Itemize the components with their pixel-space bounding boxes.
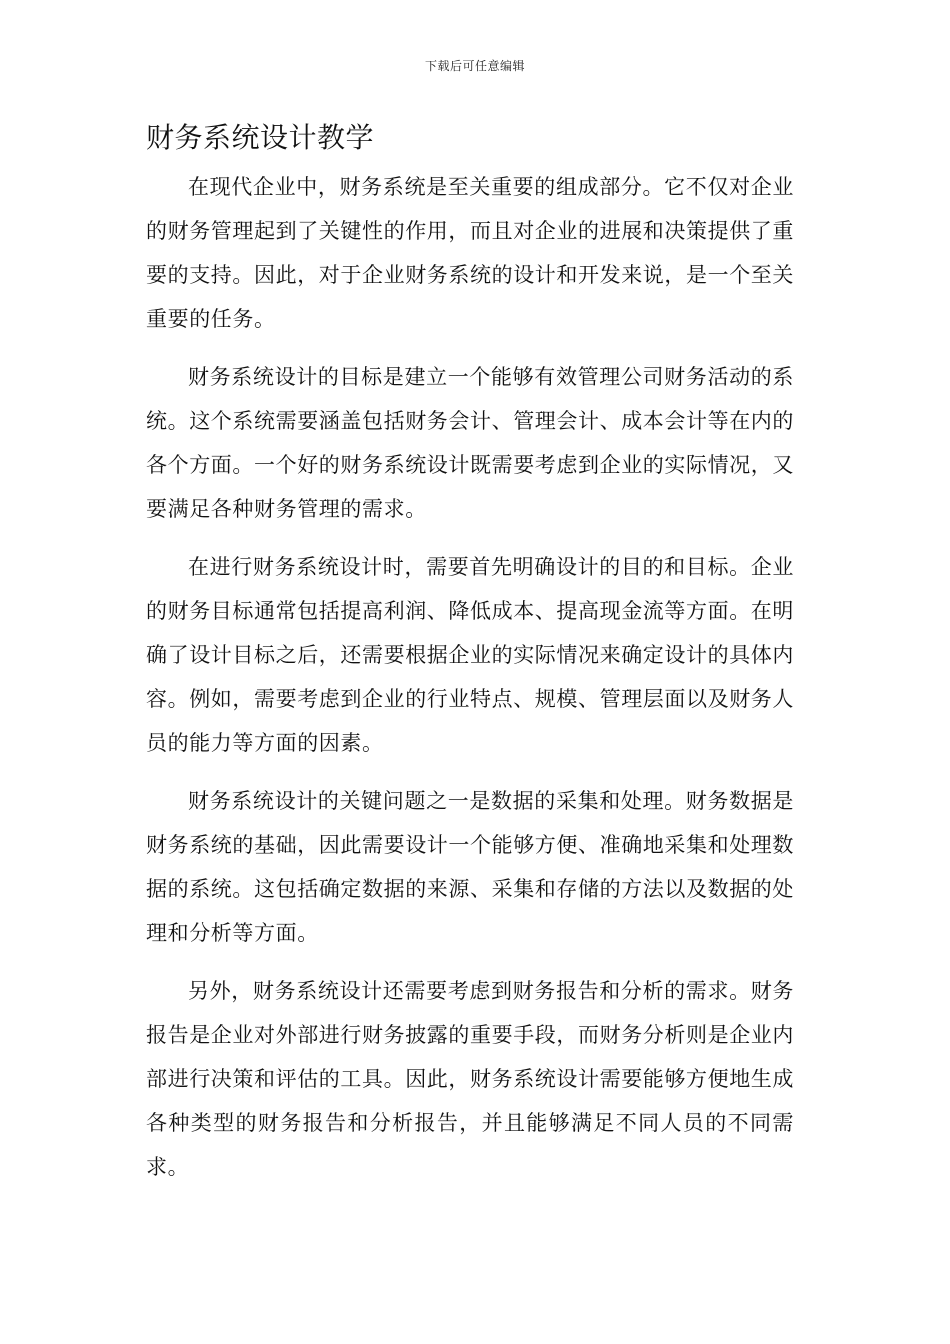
paragraph-3: 在进行财务系统设计时，需要首先明确设计的目的和目标。企业的财务目标通常包括提高利润、降低成本、提高现金流等方面。在明确了设计目标之后，还需要根据企业的实际情况来确定设计的具体内容。例如，需要考虑到企业的行业特点、规模、管理层面以及财务人员的能力等方面的因素。 xyxy=(146,555,794,755)
paragraph-5: 另外，财务系统设计还需要考虑到财务报告和分析的需求。财务报告是企业对外部进行财务披露的重要手段，而财务分析则是企业内部进行决策和评估的工具。因此，财务系统设计需要能够方便地生成各种类型的财务报告和分析报告，并且能够满足不同人员的不同需求。 xyxy=(146,979,794,1179)
paragraph-1: 在现代企业中，财务系统是至关重要的组成部分。它不仅对企业的财务管理起到了关键性的作用，而且对企业的进展和决策提供了重要的支持。因此，对于企业财务系统的设计和开发来说，是一个至关重要的任务。 xyxy=(146,175,794,331)
document-body xyxy=(146,165,794,1203)
paragraph-2: 财务系统设计的目标是建立一个能够有效管理公司财务活动的系统。这个系统需要涵盖包括财务会计、管理会计、成本会计等在内的各个方面。一个好的财务系统设计既需要考虑到企业的实际情况，又要满足各种财务管理的需求。 xyxy=(146,365,794,521)
header-note: 下载后可任意编辑 xyxy=(424,59,525,73)
paragraph-4: 财务系统设计的关键问题之一是数据的采集和处理。财务数据是财务系统的基础，因此需要设计一个能够方便、准确地采集和处理数据的系统。这包括确定数据的来源、采集和存储的方法以及数据的处理和分析等方面。 xyxy=(146,789,794,945)
document-title: 财务系统设计教学 xyxy=(146,121,375,154)
